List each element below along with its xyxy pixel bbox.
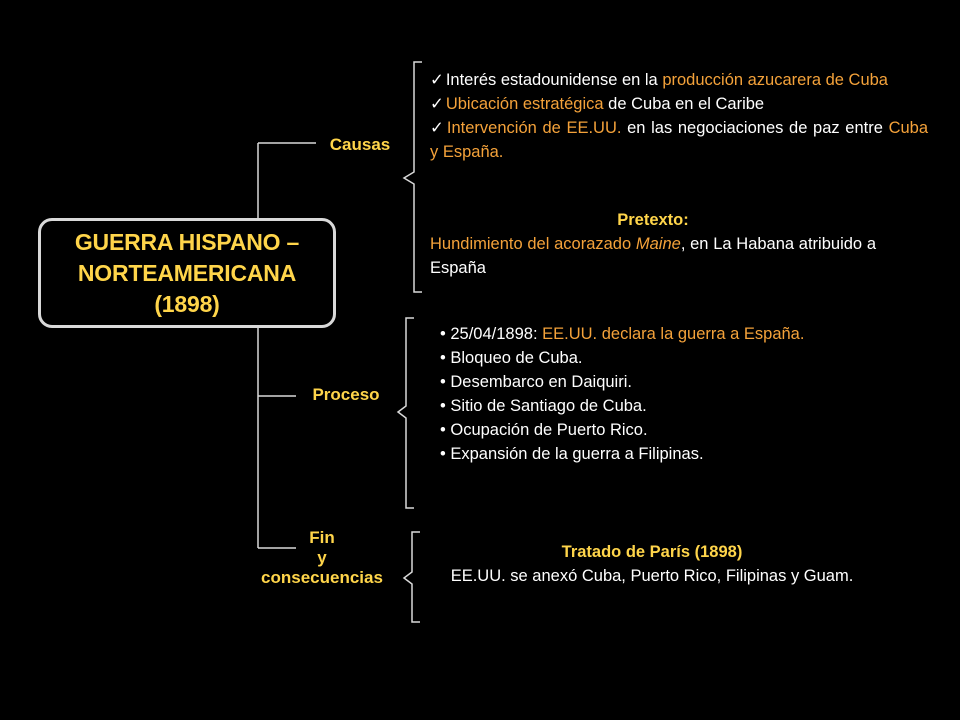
causa-2-highlight: Ubicación estratégica	[445, 95, 604, 113]
proceso-item-text: Bloqueo de Cuba.	[450, 349, 583, 367]
checkmark-icon: ✓	[430, 95, 444, 113]
checkmark-icon: ✓	[430, 71, 444, 89]
causa-item-1	[430, 68, 928, 92]
causa-item-3	[430, 116, 928, 164]
proceso-item: • Desembarco en Daiquiri.	[440, 373, 632, 391]
main-title-line2: NORTEAMERICANA	[77, 259, 297, 286]
branch-causas: Causas	[329, 135, 391, 154]
proceso-item-text: Sitio de Santiago de Cuba.	[450, 397, 647, 415]
proceso-item: • Ocupación de Puerto Rico.	[440, 421, 648, 439]
pretexto-block	[430, 208, 876, 280]
branch-fin-line1: Fin	[309, 528, 335, 547]
main-title-box	[38, 218, 336, 328]
branch-fin-line2: y	[317, 548, 327, 567]
proceso-item-text: Expansión de la guerra a Filipinas.	[450, 445, 704, 463]
causa-1-highlight: producción azucarera de Cuba	[662, 71, 888, 89]
proceso-item-text: Desembarco en Daiquiri.	[450, 373, 632, 391]
branch-fin-line3: consecuencias	[261, 568, 383, 587]
fin-text: EE.UU. se anexó Cuba, Puerto Rico, Filipinas y Guam.	[450, 567, 854, 585]
causa-3-highlight-2: Cuba y España.	[430, 119, 929, 161]
proceso-declaration: EE.UU. declara la guerra a España.	[542, 325, 805, 343]
proceso-item-1: • 25/04/1898: EE.UU. declara la guerra a España.	[440, 325, 805, 343]
checkmark-icon: ✓	[430, 119, 445, 137]
proceso-item: • Expansión de la guerra a Filipinas.	[440, 445, 704, 463]
pretexto-text	[430, 232, 876, 280]
branch-proceso: Proceso	[312, 385, 380, 404]
fin-title: Tratado de París (1898)	[561, 543, 743, 561]
pretexto-highlight: Hundimiento del acorazado	[430, 235, 636, 253]
main-title-line1: GUERRA HISPANO –	[74, 228, 300, 255]
causa-3-text: en las negociaciones de paz entre	[621, 119, 889, 137]
fin-block	[426, 540, 878, 588]
causa-1-text: Interés estadounidense en la	[445, 71, 663, 89]
proceso-item: • Bloqueo de Cuba.	[440, 349, 583, 367]
branch-fin	[240, 528, 404, 588]
proceso-item-text: Ocupación de Puerto Rico.	[450, 421, 648, 439]
main-title-line3: (1898)	[154, 290, 220, 317]
causas-list	[430, 68, 928, 164]
causa-2-text: de Cuba en el Caribe	[603, 95, 765, 113]
causa-3-highlight: Intervención de EE.UU.	[446, 119, 622, 137]
causa-item-2	[430, 92, 928, 116]
proceso-list	[438, 322, 858, 466]
pretexto-rest: , en La Habana atribuido a España	[430, 235, 876, 277]
proceso-item: • Sitio de Santiago de Cuba.	[440, 397, 647, 415]
pretexto-title: Pretexto:	[617, 211, 689, 229]
pretexto-ship: Maine	[635, 235, 681, 253]
proceso-date: 25/04/1898:	[450, 325, 543, 343]
